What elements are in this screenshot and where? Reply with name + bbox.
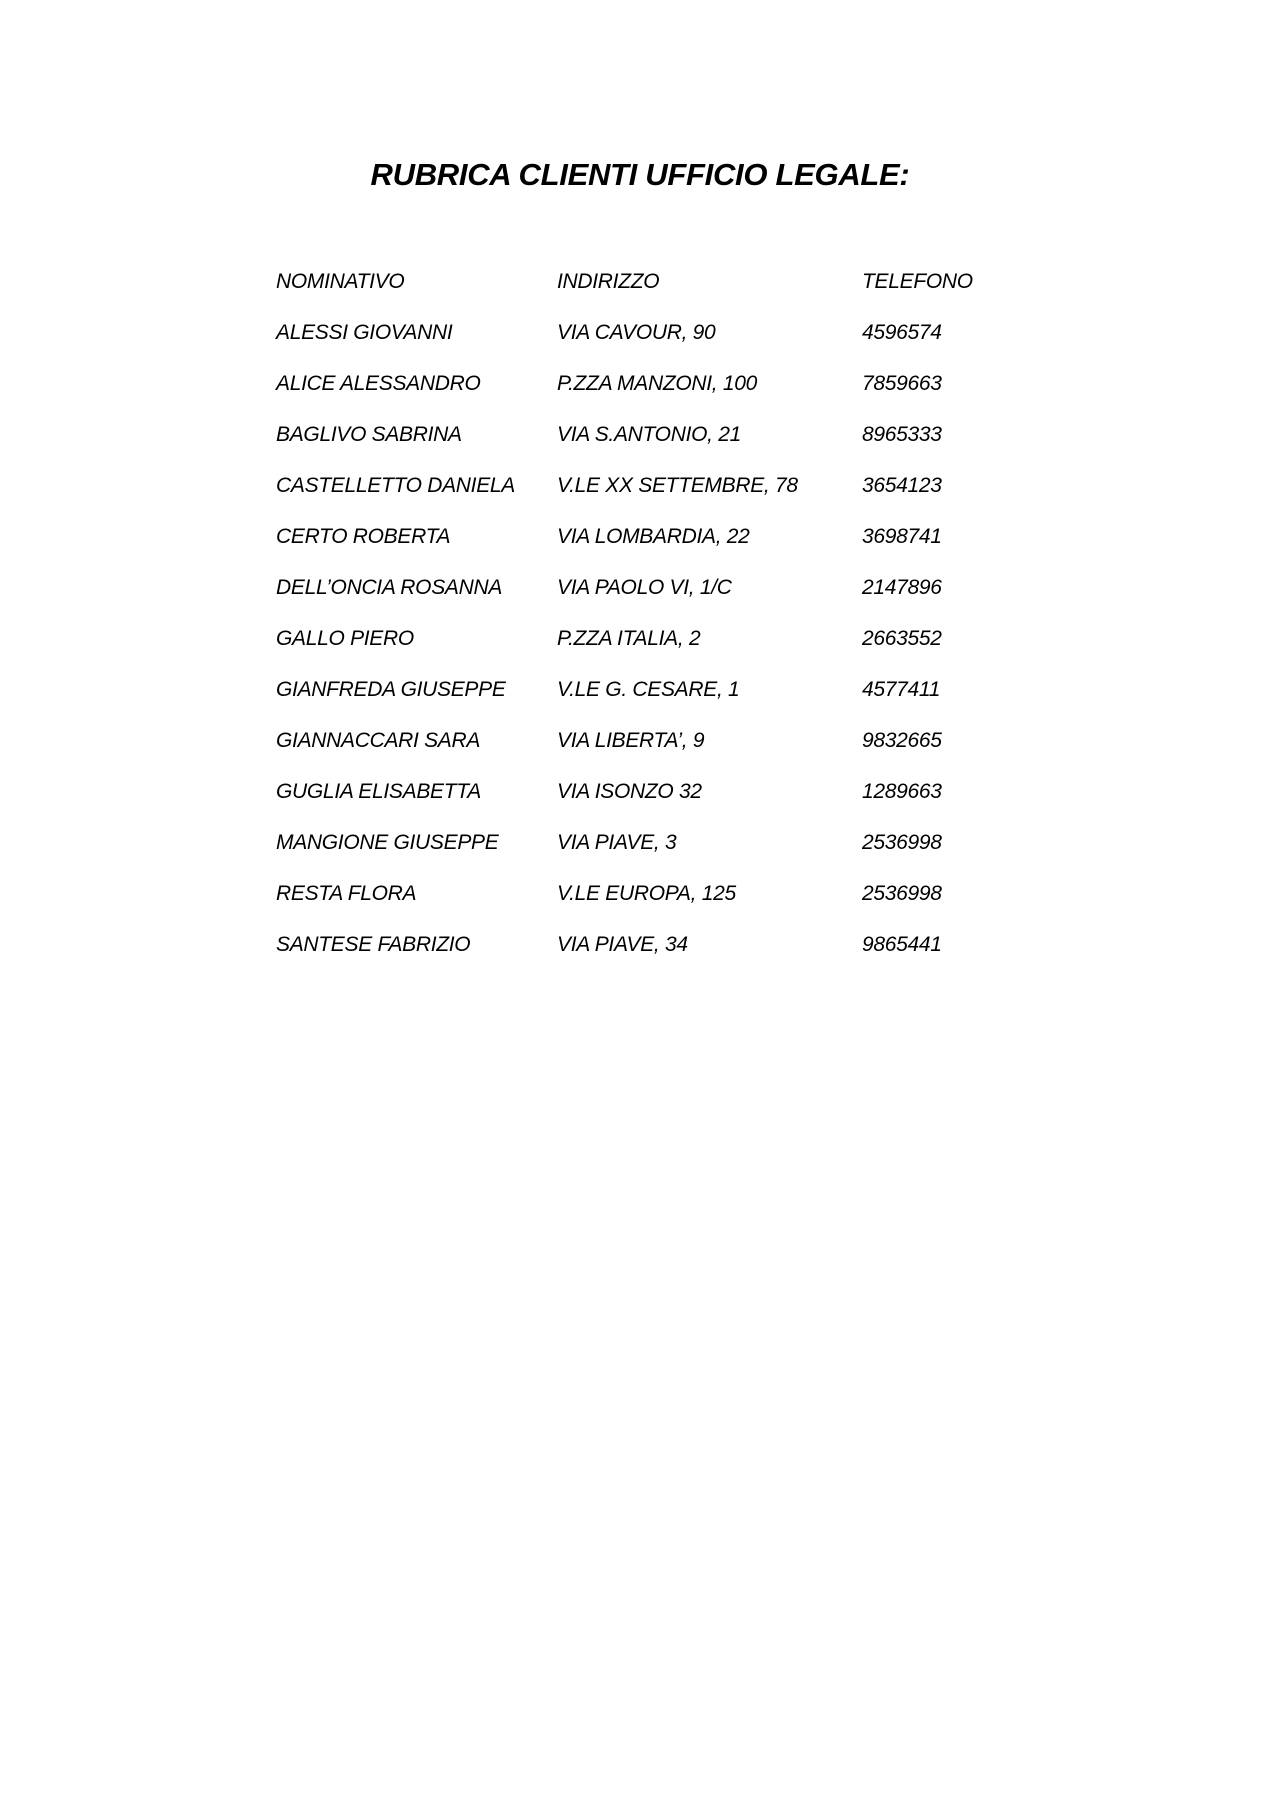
client-address: VIA CAVOUR, 90	[557, 321, 716, 344]
table-row	[276, 364, 1002, 415]
client-phone: 1289663	[862, 780, 942, 803]
table-header	[276, 262, 1002, 313]
client-address: VIA S.ANTONIO, 21	[557, 423, 741, 446]
client-name: ALESSI GIOVANNI	[276, 321, 453, 344]
client-phone: 8965333	[862, 423, 942, 446]
client-address: P.ZZA ITALIA, 2	[557, 627, 701, 650]
table-body	[276, 313, 1002, 976]
table-row	[276, 517, 1002, 568]
table-row	[276, 568, 1002, 619]
table-row	[276, 466, 1002, 517]
client-phone: 4577411	[862, 678, 941, 701]
client-phone: 9865441	[862, 933, 942, 956]
column-header-phone: TELEFONO	[862, 270, 973, 293]
table-row	[276, 925, 1002, 976]
client-address: VIA LOMBARDIA, 22	[557, 525, 750, 548]
table-row	[276, 772, 1002, 823]
client-name: MANGIONE GIUSEPPE	[276, 831, 499, 854]
client-address: VIA LIBERTA’, 9	[557, 729, 705, 752]
client-address: VIA PIAVE, 3	[557, 831, 677, 854]
contacts-table	[276, 262, 1002, 976]
client-name: GIANFREDA GIUSEPPE	[276, 678, 506, 701]
client-name: SANTESE FABRIZIO	[276, 933, 471, 956]
client-name: DELL’ONCIA ROSANNA	[276, 576, 503, 599]
client-phone: 4596574	[862, 321, 942, 344]
table-row	[276, 415, 1002, 466]
client-address: V.LE XX SETTEMBRE, 78	[557, 474, 798, 497]
table-row	[276, 619, 1002, 670]
table-row	[276, 823, 1002, 874]
client-phone: 2536998	[862, 882, 942, 905]
client-name: GIANNACCARI SARA	[276, 729, 481, 752]
client-address: P.ZZA MANZONI, 100	[557, 372, 757, 395]
client-name: CERTO ROBERTA	[276, 525, 451, 548]
table-row	[276, 313, 1002, 364]
client-address: VIA PAOLO VI, 1/C	[557, 576, 732, 599]
header-row	[276, 262, 1002, 313]
client-phone: 3698741	[862, 525, 942, 548]
column-header-name: NOMINATIVO	[276, 270, 405, 293]
client-address: V.LE G. CESARE, 1	[557, 678, 740, 701]
table-row	[276, 721, 1002, 772]
client-name: ALICE ALESSANDRO	[276, 372, 481, 395]
table-row	[276, 670, 1002, 721]
client-address: VIA ISONZO 32	[557, 780, 702, 803]
column-header-address: INDIRIZZO	[557, 270, 660, 293]
client-phone: 7859663	[862, 372, 942, 395]
client-address: VIA PIAVE, 34	[557, 933, 688, 956]
client-name: BAGLIVO SABRINA	[276, 423, 462, 446]
client-phone: 3654123	[862, 474, 942, 497]
client-name: RESTA FLORA	[276, 882, 417, 905]
client-phone: 9832665	[862, 729, 942, 752]
client-name: GUGLIA ELISABETTA	[276, 780, 481, 803]
client-name: CASTELLETTO DANIELA	[276, 474, 515, 497]
client-phone: 2147896	[862, 576, 942, 599]
client-phone: 2536998	[862, 831, 942, 854]
client-name: GALLO PIERO	[276, 627, 414, 650]
client-phone: 2663552	[862, 627, 942, 650]
page-title: RUBRICA CLIENTI UFFICIO LEGALE:	[370, 157, 910, 192]
client-address: V.LE EUROPA, 125	[557, 882, 736, 905]
table-row	[276, 874, 1002, 925]
